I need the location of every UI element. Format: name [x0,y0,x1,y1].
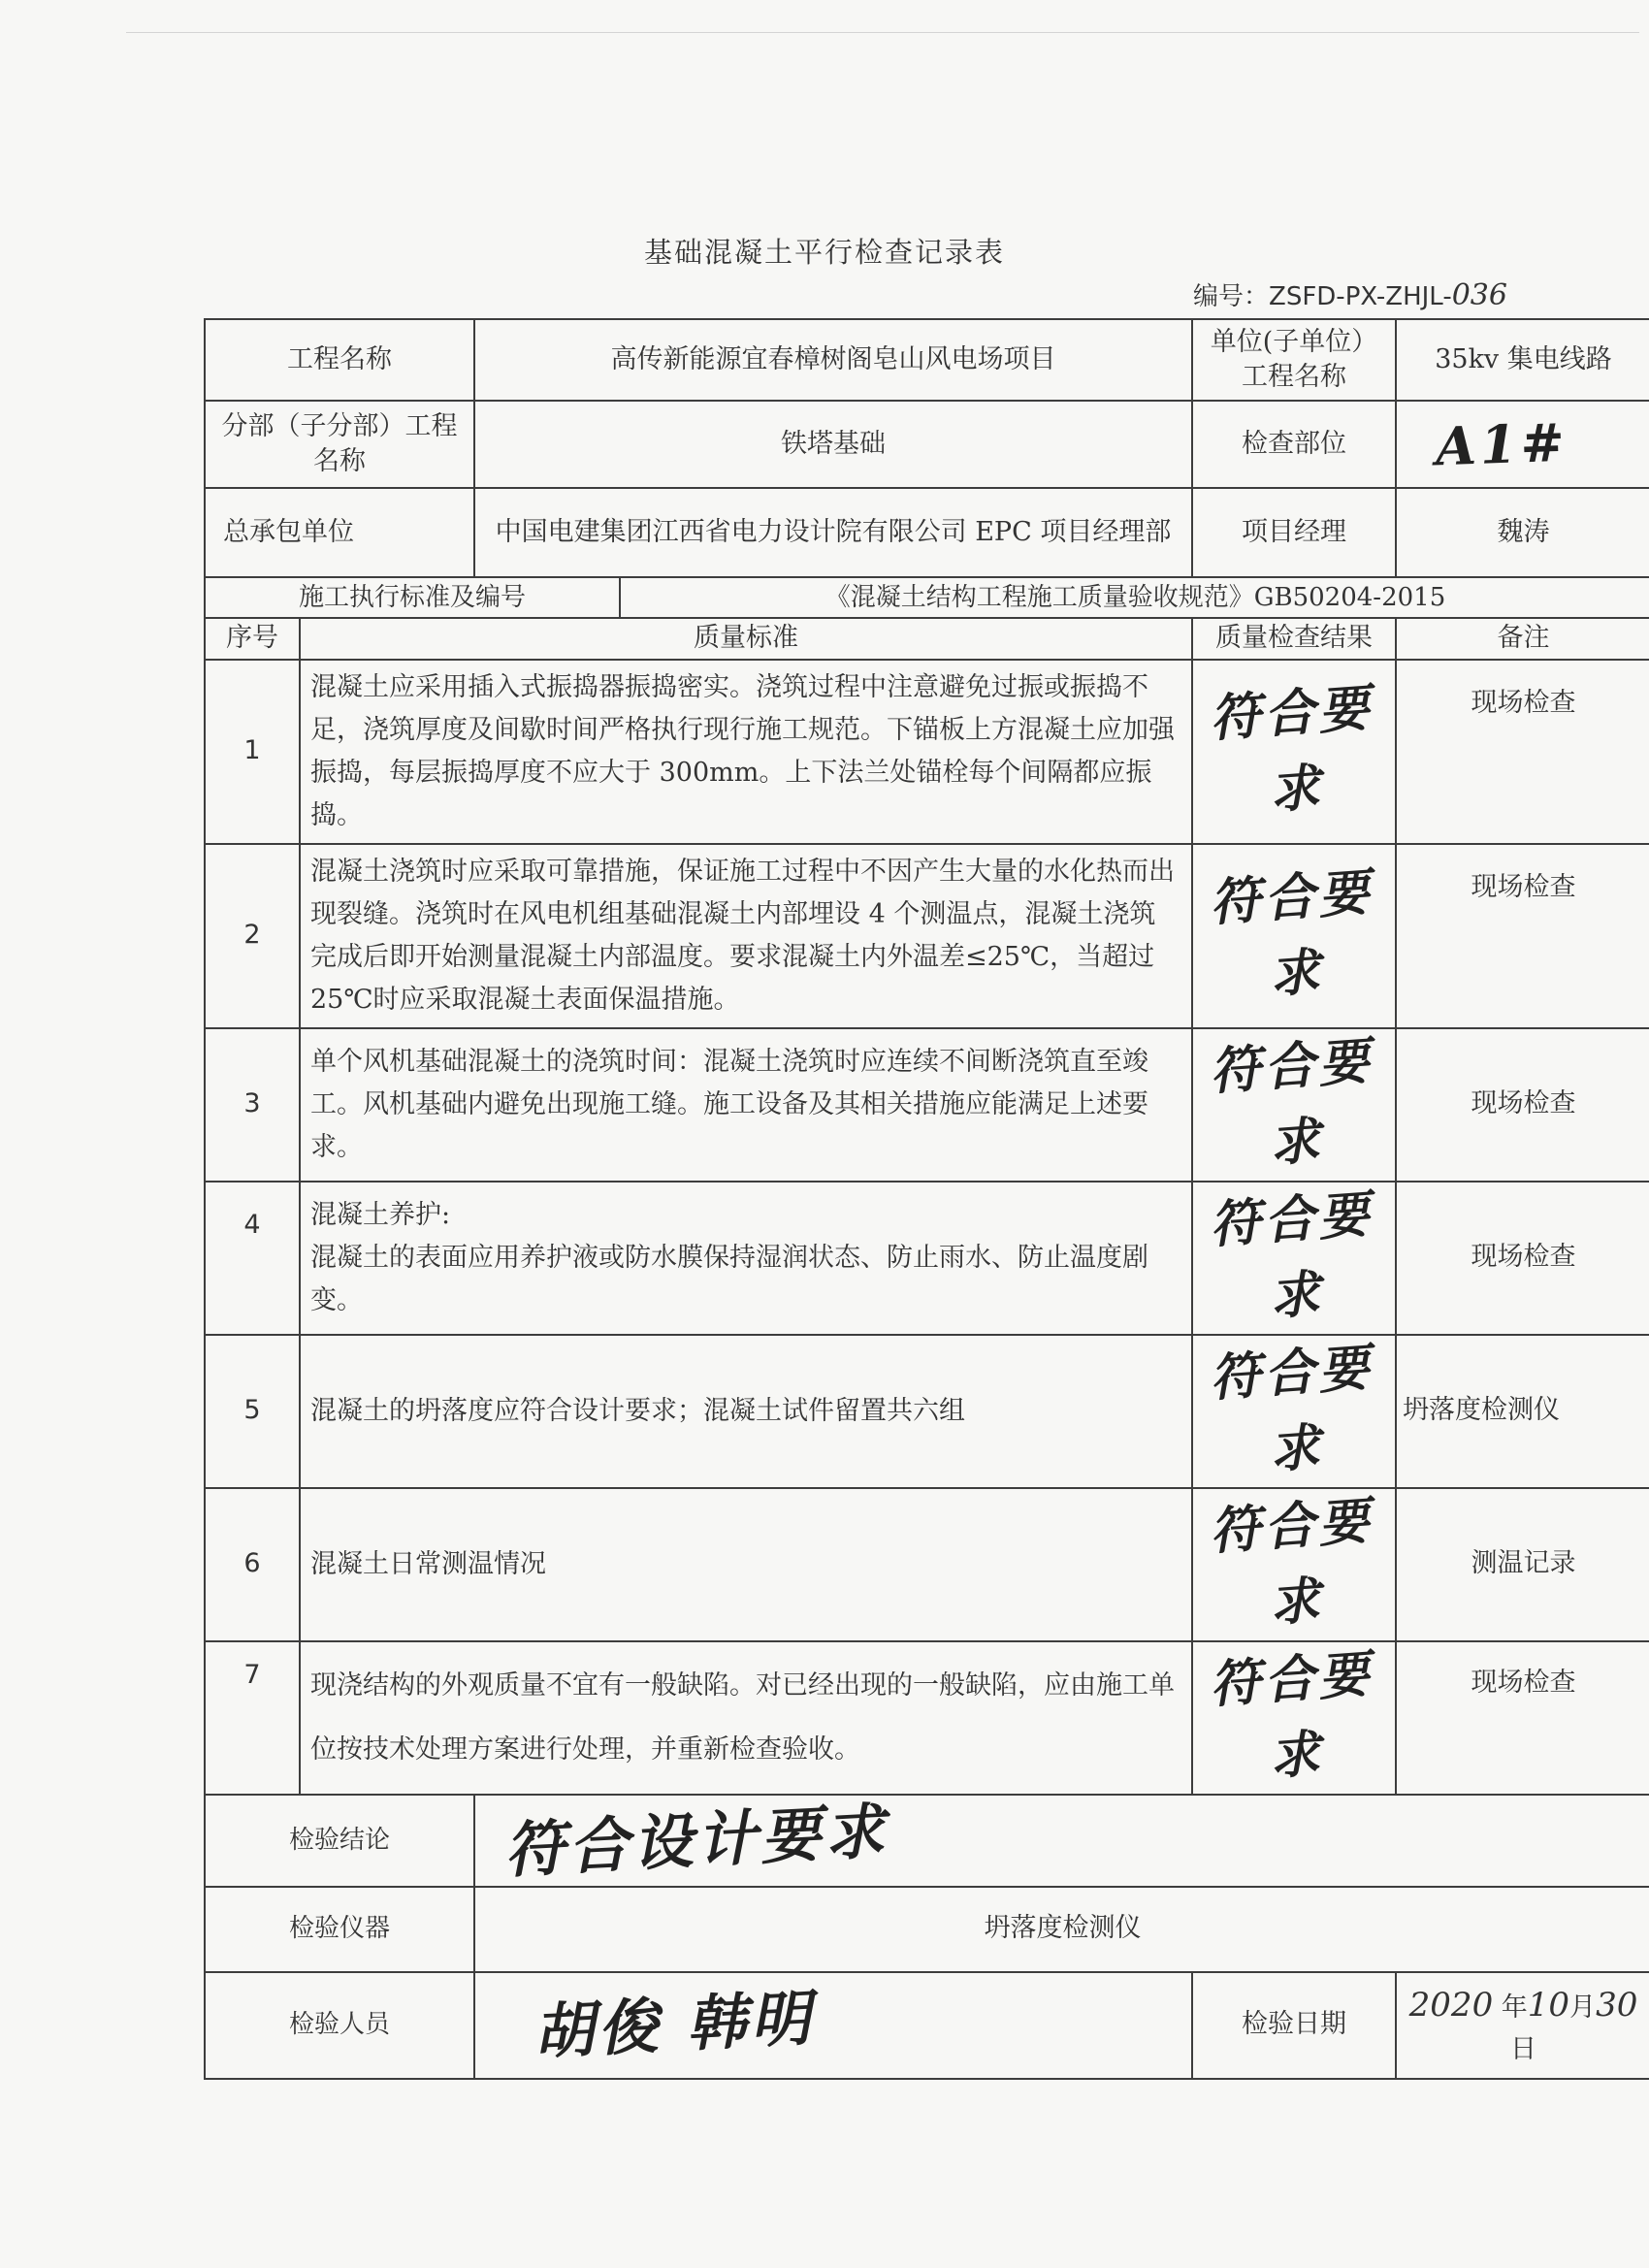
inspector-value [474,1972,1192,2079]
table-row [205,1182,1649,1335]
row-result [1192,660,1396,844]
check-part-label: 检查部位 [1192,401,1396,488]
manager-value: 魏涛 [1396,488,1649,577]
conclusion-label: 检验结论 [205,1795,474,1887]
table-row [205,1028,1649,1182]
form-code-label: 编号： [1193,282,1270,311]
row-result [1192,844,1396,1028]
col-header-no: 序号 [205,618,300,660]
row-contractor [205,488,1649,577]
manager-label: 项目经理 [1192,488,1396,577]
contractor-label: 总承包单位 [205,488,474,577]
table-row [205,1488,1649,1641]
table-row [205,1641,1649,1795]
table-row [205,1335,1649,1488]
result-signature: 符合要求 [1208,1643,1375,1787]
table-row [205,660,1649,844]
row-number: 4 [205,1182,300,1335]
row-result [1192,1335,1396,1488]
date-day-suffix: 日 [1510,2033,1536,2064]
row-subdivision [205,401,1649,488]
row-number: 1 [205,660,300,844]
date-year-suffix: 年 [1501,1992,1528,2023]
row-remark: 现场检查 [1396,1028,1649,1182]
row-number: 7 [205,1641,300,1795]
row-remark: 现场检查 [1396,844,1649,1028]
form-code [1193,276,1507,312]
standard-value: 《混凝土结构工程施工质量验收规范》GB50204-2015 [620,577,1649,618]
result-signature: 符合要求 [1208,1337,1375,1480]
instrument-value: 坍落度检测仪 [474,1887,1649,1972]
row-standard-text: 混凝土养护: 混凝土的表面应用养护液或防水膜保持湿润状态、防止雨水、防止温度剧变。 [300,1182,1192,1335]
col-header-standard: 质量标准 [300,618,1192,660]
row-remark: 现场检查 [1396,1182,1649,1335]
row-result [1192,1488,1396,1641]
check-part-value [1396,401,1649,488]
row-remark: 现场检查 [1396,1641,1649,1795]
col-header-result: 质量检查结果 [1192,618,1396,660]
inspection-form-table [204,318,1649,2080]
row-remark: 坍落度检测仪 [1396,1335,1649,1488]
conclusion-handwritten: 符合设计要求 [502,1795,890,1886]
row-inspector [205,1972,1649,2079]
contractor-value: 中国电建集团江西省电力设计院有限公司 EPC 项目经理部 [474,488,1192,577]
project-name-value: 高传新能源宜春樟树阁皂山风电场项目 [474,319,1192,401]
inspector-signatures: 胡俊 韩明 [532,1982,817,2068]
date-value [1396,1972,1649,2079]
row-standard-text: 混凝土日常测温情况 [300,1488,1192,1641]
row-number: 6 [205,1488,300,1641]
row-result [1192,1182,1396,1335]
row-standard-text: 单个风机基础混凝土的浇筑时间：混凝土浇筑时应连续不间断浇筑直至竣工。风机基础内避免出现施工缝。施工设备及其相关措施应能满足上述要求。 [300,1028,1192,1182]
date-day: 30 [1596,1985,1638,2025]
inspector-label: 检验人员 [205,1972,474,2079]
result-signature: 符合要求 [1208,677,1375,821]
col-header-remark: 备注 [1396,618,1649,660]
date-month-suffix: 月 [1569,1992,1597,2023]
row-standard-text: 现浇结构的外观质量不宜有一般缺陷。对已经出现的一般缺陷，应由施工单位按技术处理方案进行处理，并重新检查验收。 [300,1641,1192,1795]
result-signature: 符合要求 [1208,1490,1375,1634]
row-number: 5 [205,1335,300,1488]
form-code-number: 036 [1451,278,1507,312]
row-standard-text: 混凝土应采用插入式振捣器振捣密实。浇筑过程中注意避免过振或振捣不足，浇筑厚度及间歇时间严格执行现行施工规范。下锚板上方混凝土应加强振捣，每层振捣厚度不应大于 300mm。上下法兰处锚栓每个间隔都应振捣。 [300,660,1192,844]
row-result [1192,1028,1396,1182]
date-month: 10 [1527,1985,1570,2025]
row-column-headers [205,618,1649,660]
standard-label: 施工执行标准及编号 [205,577,620,618]
date-label: 检验日期 [1192,1972,1396,2079]
row-standard-text: 混凝土浇筑时应采取可靠措施，保证施工过程中不因产生大量的水化热而出现裂缝。浇筑时在风电机组基础混凝土内部埋设 4 个测温点，混凝土浇筑完成后即开始测量混凝土内部温度。要求混凝土内外温差≤25℃，当超过 25℃时应采取混凝土表面保温措施。 [300,844,1192,1028]
row-number: 3 [205,1028,300,1182]
row-remark: 现场检查 [1396,660,1649,844]
subdivision-value: 铁塔基础 [474,401,1192,488]
instrument-label: 检验仪器 [205,1887,474,1972]
scan-top-edge [126,32,1639,33]
unit-label: 单位(子单位）工程名称 [1192,319,1396,401]
form-code-prefix: ZSFD-PX-ZHJL- [1269,282,1452,311]
result-signature: 符合要求 [1208,1030,1375,1174]
unit-value: 35kv 集电线路 [1396,319,1649,401]
row-project-name [205,319,1649,401]
table-row [205,844,1649,1028]
row-standard-text: 混凝土的坍落度应符合设计要求；混凝土试件留置共六组 [300,1335,1192,1488]
project-name-label: 工程名称 [205,319,474,401]
row-number: 2 [205,844,300,1028]
conclusion-value [474,1795,1649,1887]
row-result [1192,1641,1396,1795]
subdivision-label: 分部（子分部）工程名称 [205,401,474,488]
check-part-handwritten: A1# [1434,410,1569,477]
date-year: 2020 [1408,1985,1494,2025]
form-title: 基础混凝土平行检查记录表 [643,236,1005,269]
row-conclusion [205,1795,1649,1887]
row-remark: 测温记录 [1396,1488,1649,1641]
row-standard [205,577,1649,618]
result-signature: 符合要求 [1208,1183,1375,1327]
result-signature: 符合要求 [1208,861,1375,1005]
row-instrument [205,1887,1649,1972]
